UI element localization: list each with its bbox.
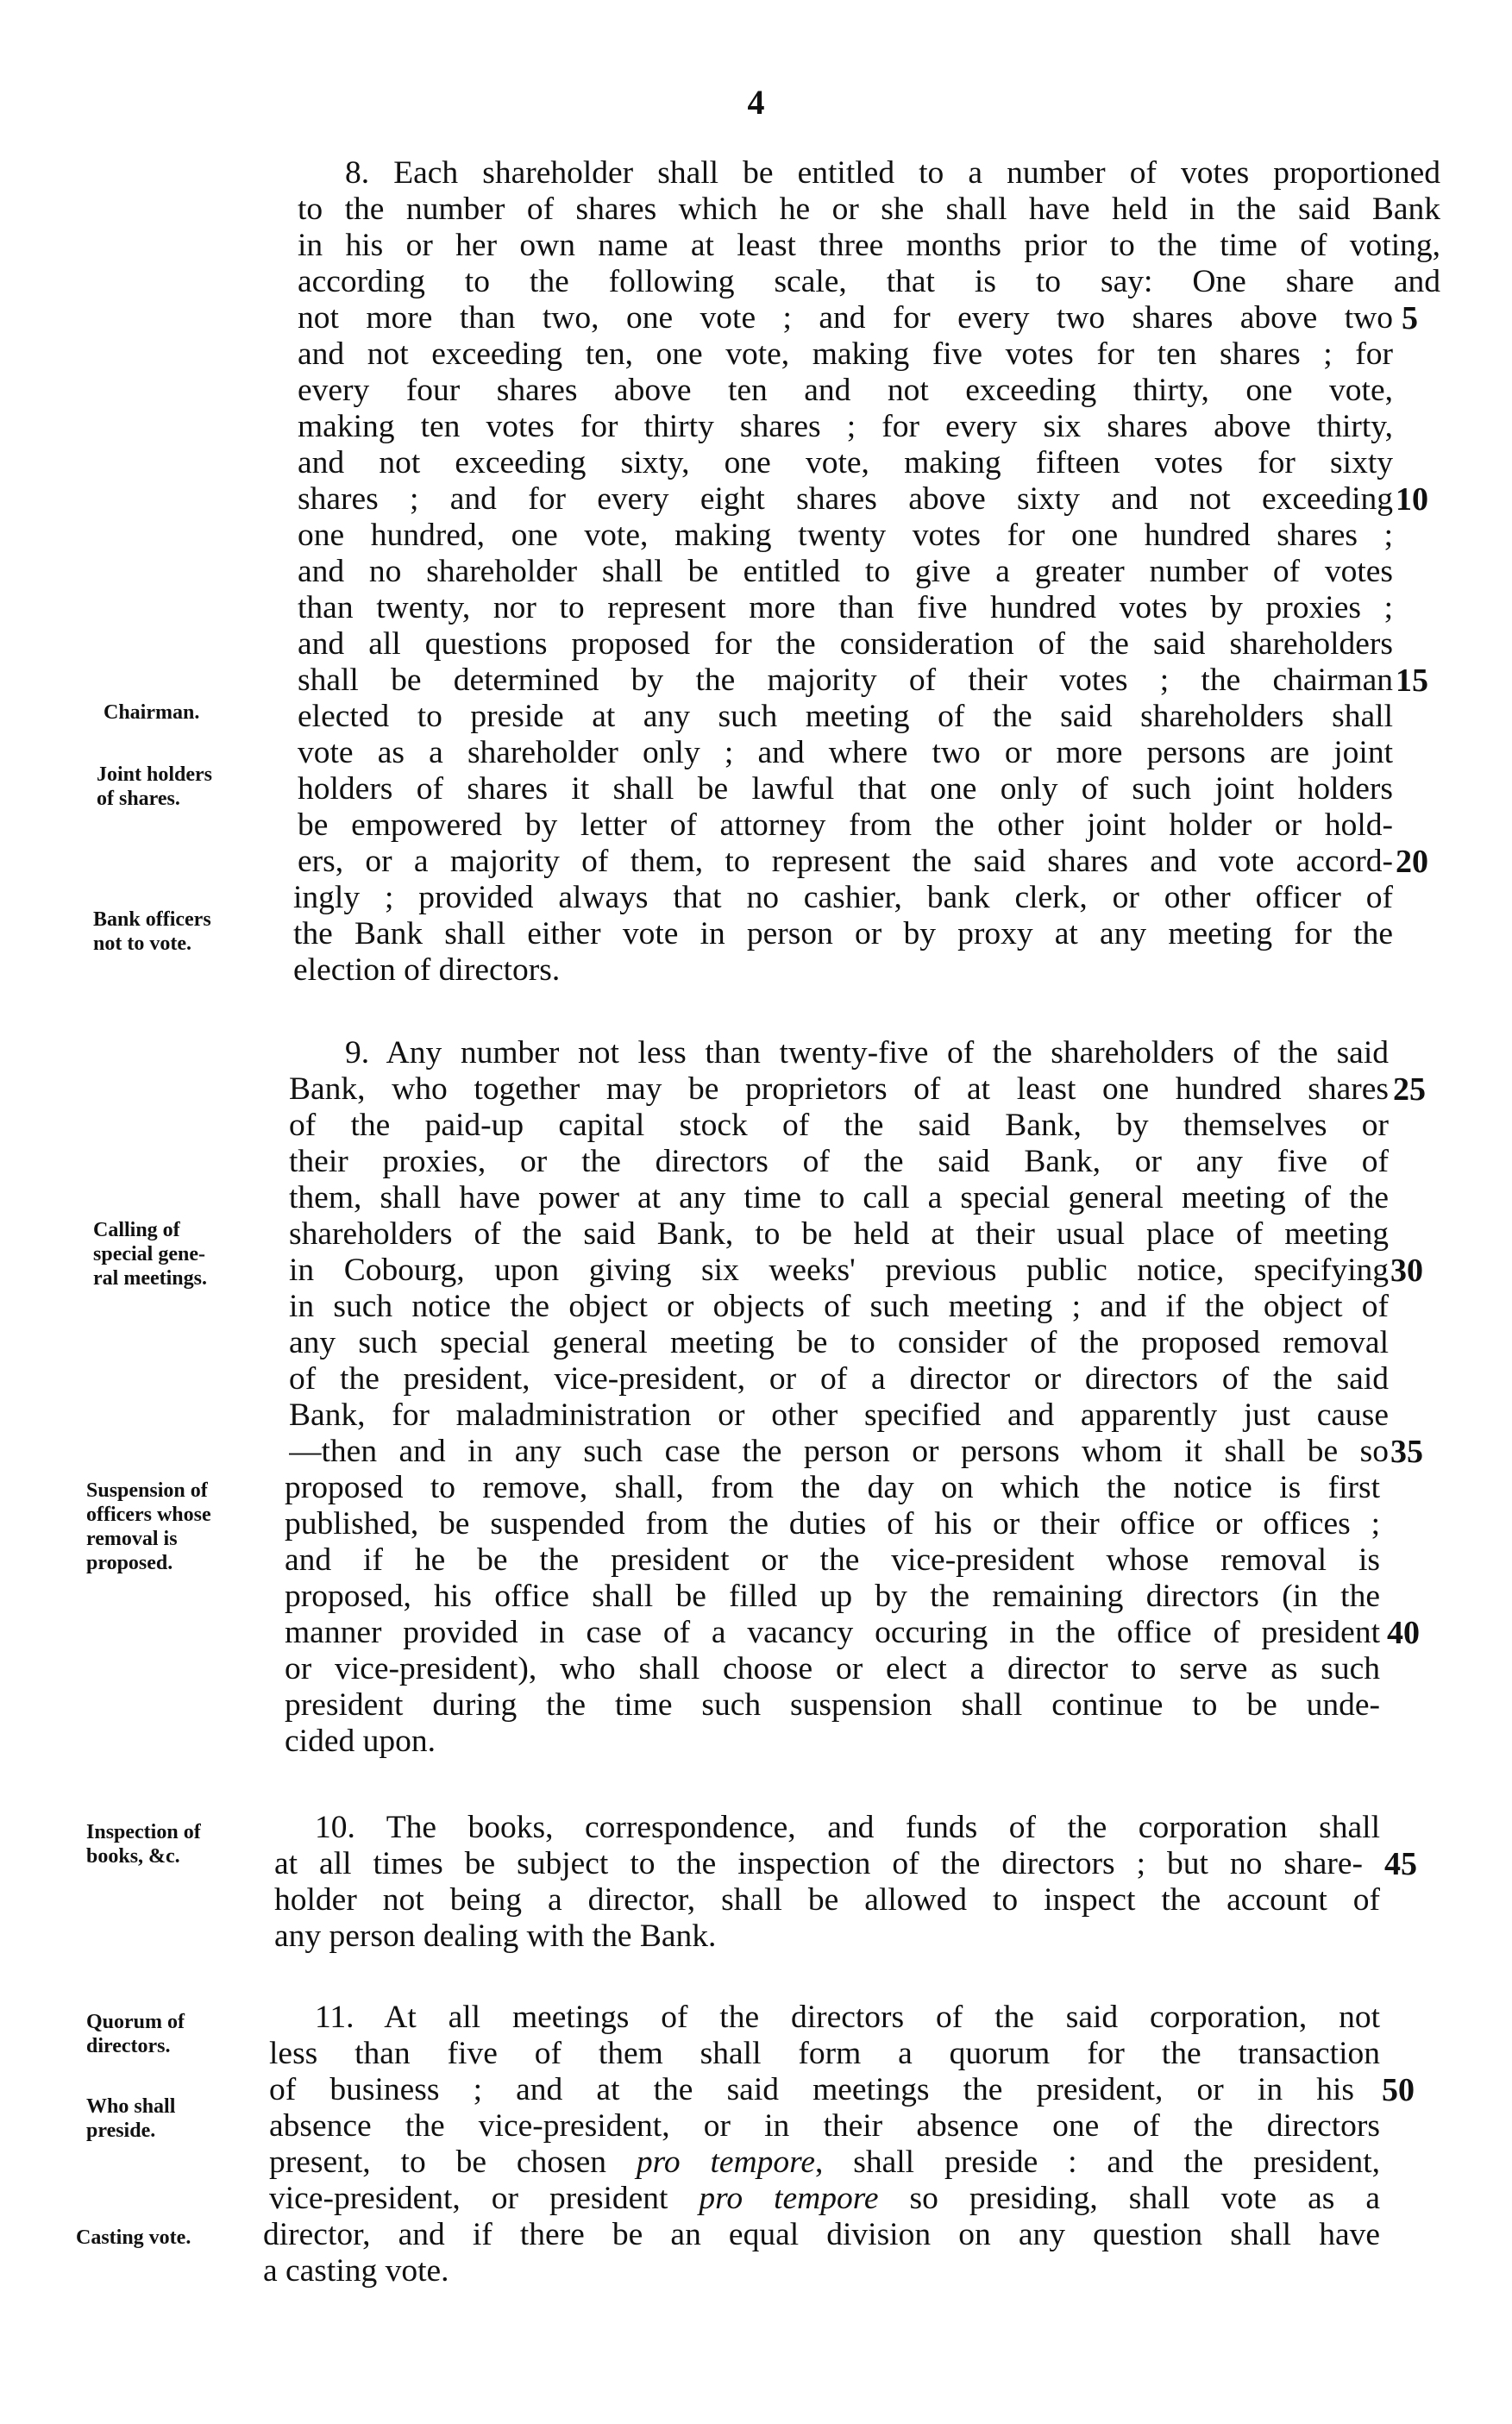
margin-note-text: Suspension of — [86, 1479, 208, 1502]
margin-note-text: special gene- — [93, 1243, 205, 1265]
section-11-line: director, and if there be an equal division on any question shall have — [263, 2217, 1380, 2252]
line-number: 35 — [1390, 1434, 1423, 1470]
section-8-line: every four shares above ten and not exceeding thirty, one vote, — [298, 373, 1393, 408]
section-9-line: proposed, his office shall be filled up by the remaining directors (in the — [285, 1579, 1380, 1614]
margin-note-text: officers whose — [86, 1504, 211, 1526]
line-number: 20 — [1396, 844, 1428, 880]
section-8-line: to the number of shares which he or she shall have held in the said Bank — [298, 192, 1440, 227]
section-8-line: ers, or a majority of them, to represent the said shares and vote accord- — [298, 844, 1393, 879]
margin-note-text: Chairman. — [104, 701, 200, 724]
section-9-line: proposed to remove, shall, from the day on which the notice is first — [285, 1470, 1380, 1505]
section-10-line: at all times be subject to the inspection of the directors ; but no share- — [274, 1846, 1363, 1881]
section-8-line: and all questions proposed for the consideration of the said shareholders — [298, 626, 1393, 662]
section-9-line: and if he be the president or the vice-president whose removal is — [285, 1542, 1380, 1578]
line-number: 50 — [1382, 2072, 1415, 2108]
section-8-line: and not exceeding sixty, one vote, making fifteen votes for sixty — [298, 445, 1393, 480]
section-8-line: holders of shares it shall be lawful that one only of such joint holders — [298, 771, 1393, 807]
section-8-line: one hundred, one vote, making twenty votes for one hundred shares ; — [298, 518, 1393, 553]
section-8-line: shall be determined by the majority of their votes ; the chairman — [298, 663, 1393, 698]
section-8-line: election of directors. — [293, 952, 561, 988]
section-9-line: published, be suspended from the duties of his or their office or offices ; — [285, 1506, 1380, 1542]
section-8-line: vote as a shareholder only ; and where two or more persons are joint — [298, 735, 1393, 770]
margin-note-text: directors. — [86, 2035, 171, 2057]
section-9-line: of the paid-up capital stock of the said Bank, by themselves or — [289, 1108, 1389, 1143]
section-8-line: the Bank shall either vote in person or by proxy at any meeting for the — [293, 916, 1393, 951]
section-8-line: in his or her own name at least three months prior to the time of voting, — [298, 228, 1440, 263]
margin-note-text: removal is — [86, 1528, 178, 1550]
section-8-line: than twenty, nor to represent more than five hundred votes by proxies ; — [298, 590, 1393, 625]
section-9-line: them, shall have power at any time to call a special general meeting of the — [289, 1180, 1389, 1215]
section-11-line — [269, 2145, 1380, 2181]
margin-note-calling-meetings — [93, 1218, 207, 1290]
italic-term: pro tempore — [636, 2145, 815, 2180]
margin-note-text: proposed. — [86, 1552, 173, 1574]
margin-note-inspection — [86, 1820, 201, 1868]
section-8-line: and no shareholder shall be entitled to give a greater number of votes — [298, 554, 1393, 589]
section-10-line: 10. The books, correspondence, and funds of the corporation shall — [315, 1810, 1380, 1845]
margin-note-text: preside. — [86, 2119, 156, 2142]
section-11-line: of business ; and at the said meetings the president, or in his — [269, 2072, 1354, 2107]
section-9-line: in such notice the object or objects of such meeting ; and if the object of — [289, 1289, 1389, 1324]
margin-note-text: Casting vote. — [76, 2226, 191, 2249]
margin-note-text: Inspection of — [86, 1821, 201, 1843]
section-10-line: any person dealing with the Bank. — [274, 1918, 717, 1954]
margin-note-text: Quorum of — [86, 2011, 185, 2033]
section-8-line: according to the following scale, that is to say: One share and — [298, 264, 1440, 299]
margin-note-text: Calling of — [93, 1219, 180, 1241]
margin-note-text: ral meetings. — [93, 1267, 207, 1290]
section-9-line: —then and in any such case the person or persons whom it shall be so — [289, 1434, 1389, 1469]
section-9-line: Bank, for maladministration or other specified and apparently just cause — [289, 1397, 1389, 1433]
text-run: so presiding, shall vote as a — [878, 2181, 1380, 2216]
section-9-line: their proxies, or the directors of the said Bank, or any five of — [289, 1144, 1389, 1179]
margin-note-bank-officers — [93, 907, 211, 956]
section-10-line: holder not being a director, shall be allowed to inspect the account of — [274, 1882, 1380, 1918]
text-run: present, to be chosen — [269, 2145, 637, 2180]
margin-note-casting-vote — [76, 2226, 191, 2250]
line-number: 40 — [1387, 1615, 1420, 1651]
section-11-line — [269, 2181, 1380, 2217]
margin-note-text: Bank officers — [93, 908, 211, 931]
section-9-line: of the president, vice-president, or of a director or directors of the said — [289, 1361, 1389, 1397]
section-8-line: and not exceeding ten, one vote, making five votes for ten shares ; for — [298, 336, 1393, 372]
section-9-line: Bank, who together may be proprietors of at least one hundred shares — [289, 1071, 1389, 1107]
margin-note-text: Joint holders — [97, 763, 213, 786]
section-9-line: cided upon. — [285, 1724, 436, 1759]
line-number: 10 — [1396, 481, 1428, 518]
margin-note-text: Who shall — [86, 2095, 176, 2118]
line-number: 30 — [1390, 1253, 1423, 1289]
page-number: 4 — [747, 83, 765, 122]
margin-note-text: not to vote. — [93, 933, 191, 955]
margin-note-text: books, &c. — [86, 1845, 180, 1868]
margin-note-suspension — [86, 1479, 211, 1575]
margin-note-who-shall-preside — [86, 2094, 175, 2143]
margin-note-text: of shares. — [97, 788, 180, 810]
section-8-line: ingly ; provided always that no cashier, bank clerk, or other officer of — [293, 880, 1393, 915]
section-8-line: shares ; and for every eight shares above sixty and not exceeding — [298, 481, 1393, 517]
line-number: 25 — [1393, 1071, 1426, 1108]
section-8-line: not more than two, one vote ; and for every two shares above two — [298, 300, 1393, 336]
section-8-line: 8. Each shareholder shall be entitled to a number of votes proportioned — [345, 155, 1440, 191]
margin-note-chairman — [104, 700, 199, 725]
section-9-line: shareholders of the said Bank, to be held at their usual place of meeting — [289, 1216, 1389, 1252]
section-11-line: a casting vote. — [263, 2253, 449, 2289]
section-8-line: elected to preside at any such meeting of the said shareholders shall — [298, 699, 1393, 734]
italic-term: pro tempore — [699, 2181, 879, 2216]
section-11-line: absence the vice-president, or in their absence one of the directors — [269, 2108, 1380, 2144]
section-8-line: making ten votes for thirty shares ; for every six shares above thirty, — [298, 409, 1393, 444]
line-number: 45 — [1384, 1846, 1417, 1882]
text-run: vice-president, or president — [269, 2181, 700, 2216]
section-11-line: 11. At all meetings of the directors of the said corporation, not — [315, 2000, 1380, 2035]
section-9-line: or vice-president), who shall choose or elect a director to serve as such — [285, 1651, 1380, 1686]
margin-note-joint-holders — [97, 763, 212, 811]
section-9-line: in Cobourg, upon giving six weeks' previous public notice, specifying — [289, 1253, 1389, 1288]
section-9-line: 9. Any number not less than twenty-five of the shareholders of the said — [345, 1035, 1389, 1071]
line-number: 5 — [1402, 300, 1418, 336]
text-run: , shall preside : and the president, — [814, 2145, 1380, 2180]
section-9-line: manner provided in case of a vacancy occuring in the office of president — [285, 1615, 1380, 1650]
section-8-line: be empowered by letter of attorney from the other joint holder or hold- — [298, 807, 1393, 843]
section-9-line: any such special general meeting be to consider of the proposed removal — [289, 1325, 1389, 1360]
margin-note-quorum — [86, 2010, 185, 2058]
section-11-line: less than five of them shall form a quorum for the transaction — [269, 2036, 1380, 2071]
line-number: 15 — [1396, 663, 1428, 699]
section-9-line: president during the time such suspension shall continue to be unde- — [285, 1687, 1380, 1723]
